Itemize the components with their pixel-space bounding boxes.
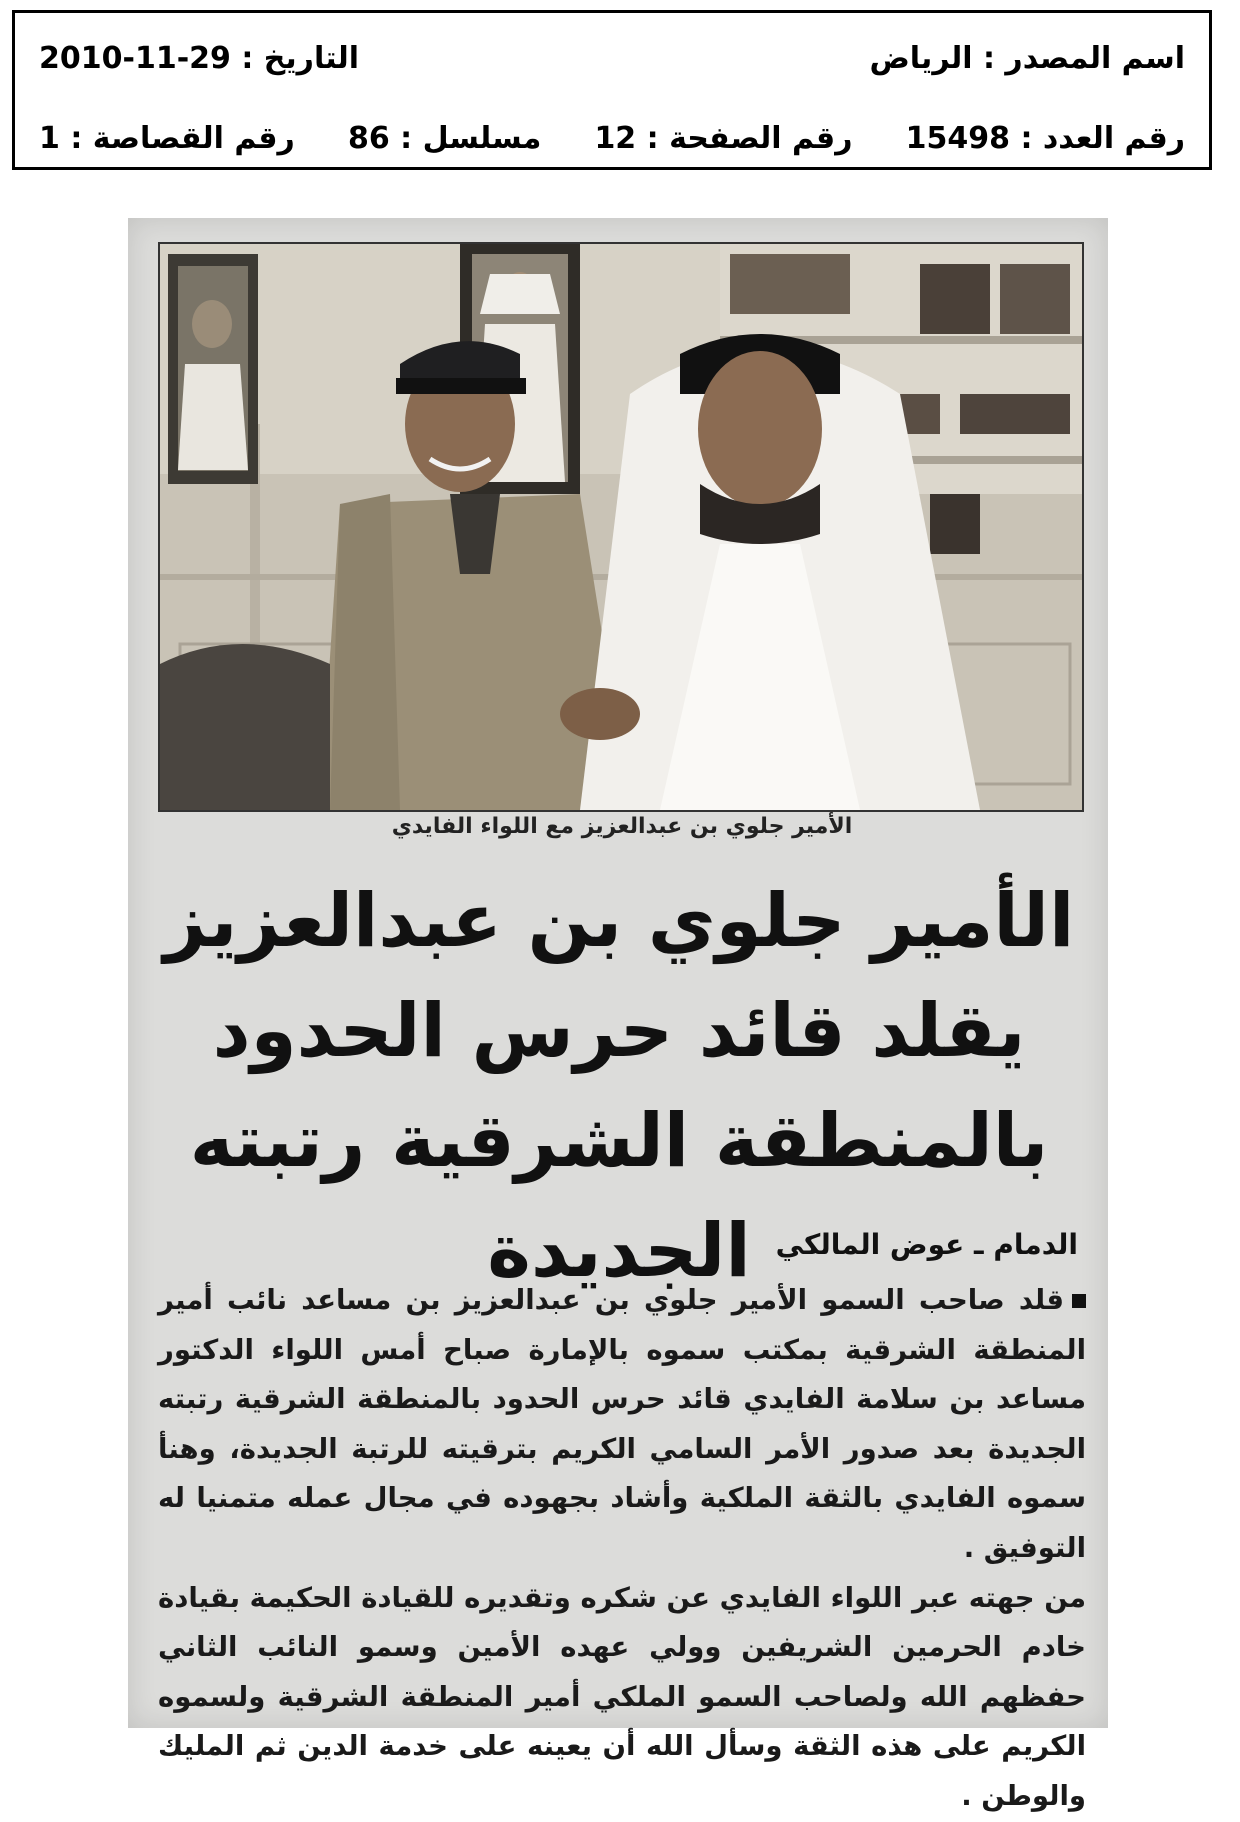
clip-number: رقم القصاصة : 1: [39, 121, 295, 156]
article-headline: الأمير جلوي بن عبدالعزيز يقلد قائد حرس الحدود بالمنطقة الشرقية رتبته الجديدة: [163, 878, 1075, 1294]
article-paragraph-2: من جهته عبر اللواء الفايدي عن شكره وتقديره للقيادة الحكيمة بقيادة خادم الحرمين الشريفين وولي عهده الأمين وسمو النائب الثاني حفظهم الله ولصاحب السمو الملكي أمير المنطقة الشرقية ولسموه الكريم على هذه الثقة وسأل الله أن يعينه على خدمة الدين ثم المليك والوطن .: [158, 1581, 1086, 1812]
page-number: رقم الصفحة : 12: [594, 121, 853, 156]
metadata-row-2: [39, 121, 1185, 156]
serial-number: مسلسل : 86: [347, 121, 542, 156]
bullet-square-icon: [1072, 1294, 1086, 1308]
paragraph-1-text: قلد صاحب السمو الأمير جلوي بن عبدالعزيز بن مساعد نائب أمير المنطقة الشرقية بمكتب سموه بالإمارة صباح أمس اللواء الدكتور مساعد بن سلامة الفايدي قائد حرس الحدود بالمنطقة الشرقية رتبته الجديدة بعد صدور الأمر السامي الكريم بترقيته للرتبة الجديدة، وهنأ سموه الفايدي بالثقة الملكية وأشاد بجهوده في مجال عمله متمنيا له التوفيق .: [158, 1284, 1086, 1564]
metadata-row-1: [39, 41, 1185, 76]
article-paragraph-1: [158, 1276, 1086, 1574]
article-photo: [158, 242, 1084, 812]
article-byline: الدمام ـ عوض المالكي: [775, 1228, 1078, 1261]
publication-date: التاريخ : 29-11-2010: [39, 41, 360, 76]
source-name: اسم المصدر : الرياض: [869, 41, 1185, 76]
article-body: [158, 1276, 1086, 1822]
newspaper-clipping: [128, 218, 1108, 1812]
clipping-metadata-box: [12, 10, 1212, 170]
issue-number: رقم العدد : 15498: [905, 121, 1185, 156]
photo-caption: الأمير جلوي بن عبدالعزيز مع اللواء الفايدي: [391, 814, 853, 839]
photo-illustration: [160, 244, 1082, 810]
